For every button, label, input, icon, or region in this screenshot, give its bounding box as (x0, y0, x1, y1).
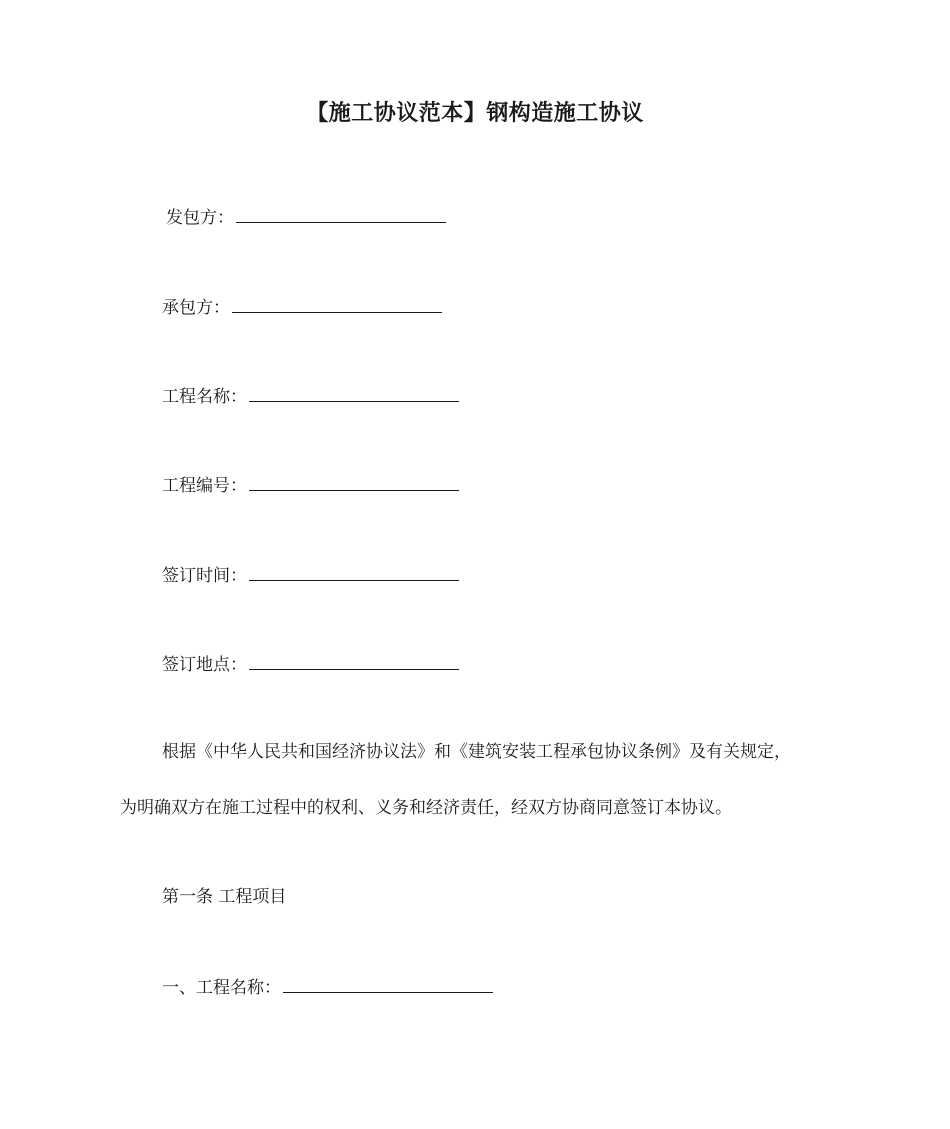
field-project-name-blank (249, 383, 459, 402)
field-sign-place-blank (249, 651, 459, 670)
field-contractor-blank (232, 294, 442, 313)
article-1-item-1-blank (283, 974, 493, 993)
field-project-name-label: 工程名称： (162, 387, 247, 407)
field-sign-date-label: 签订时间： (162, 566, 247, 586)
field-employer (166, 204, 446, 230)
article-1-item-1-label: 一、工程名称： (162, 978, 281, 998)
field-contractor-label: 承包方： (162, 298, 230, 318)
field-sign-place-label: 签订地点： (162, 655, 247, 675)
preamble-line-1: 根据《中华人民共和国经济协议法》和《建筑安装工程承包协议条例》及有关规定， (162, 742, 791, 762)
preamble-line-2: 为明确双方在施工过程中的权利、义务和经济责任，经双方协商同意签订本协议。 (120, 798, 732, 818)
field-project-number-label: 工程编号： (162, 476, 247, 496)
field-sign-date-blank (249, 562, 459, 581)
field-project-name (162, 383, 459, 409)
field-project-number (162, 472, 459, 498)
field-employer-label: 发包方： (166, 208, 234, 228)
field-employer-blank (236, 204, 446, 223)
article-1-item-1 (162, 974, 493, 1000)
field-contractor (162, 294, 442, 320)
field-project-number-blank (249, 472, 459, 491)
field-sign-date (162, 562, 459, 588)
document-title: 【施工协议范本】钢构造施工协议 (306, 101, 644, 126)
field-sign-place (162, 651, 459, 677)
article-1-heading: 第一条 工程项目 (162, 887, 287, 907)
